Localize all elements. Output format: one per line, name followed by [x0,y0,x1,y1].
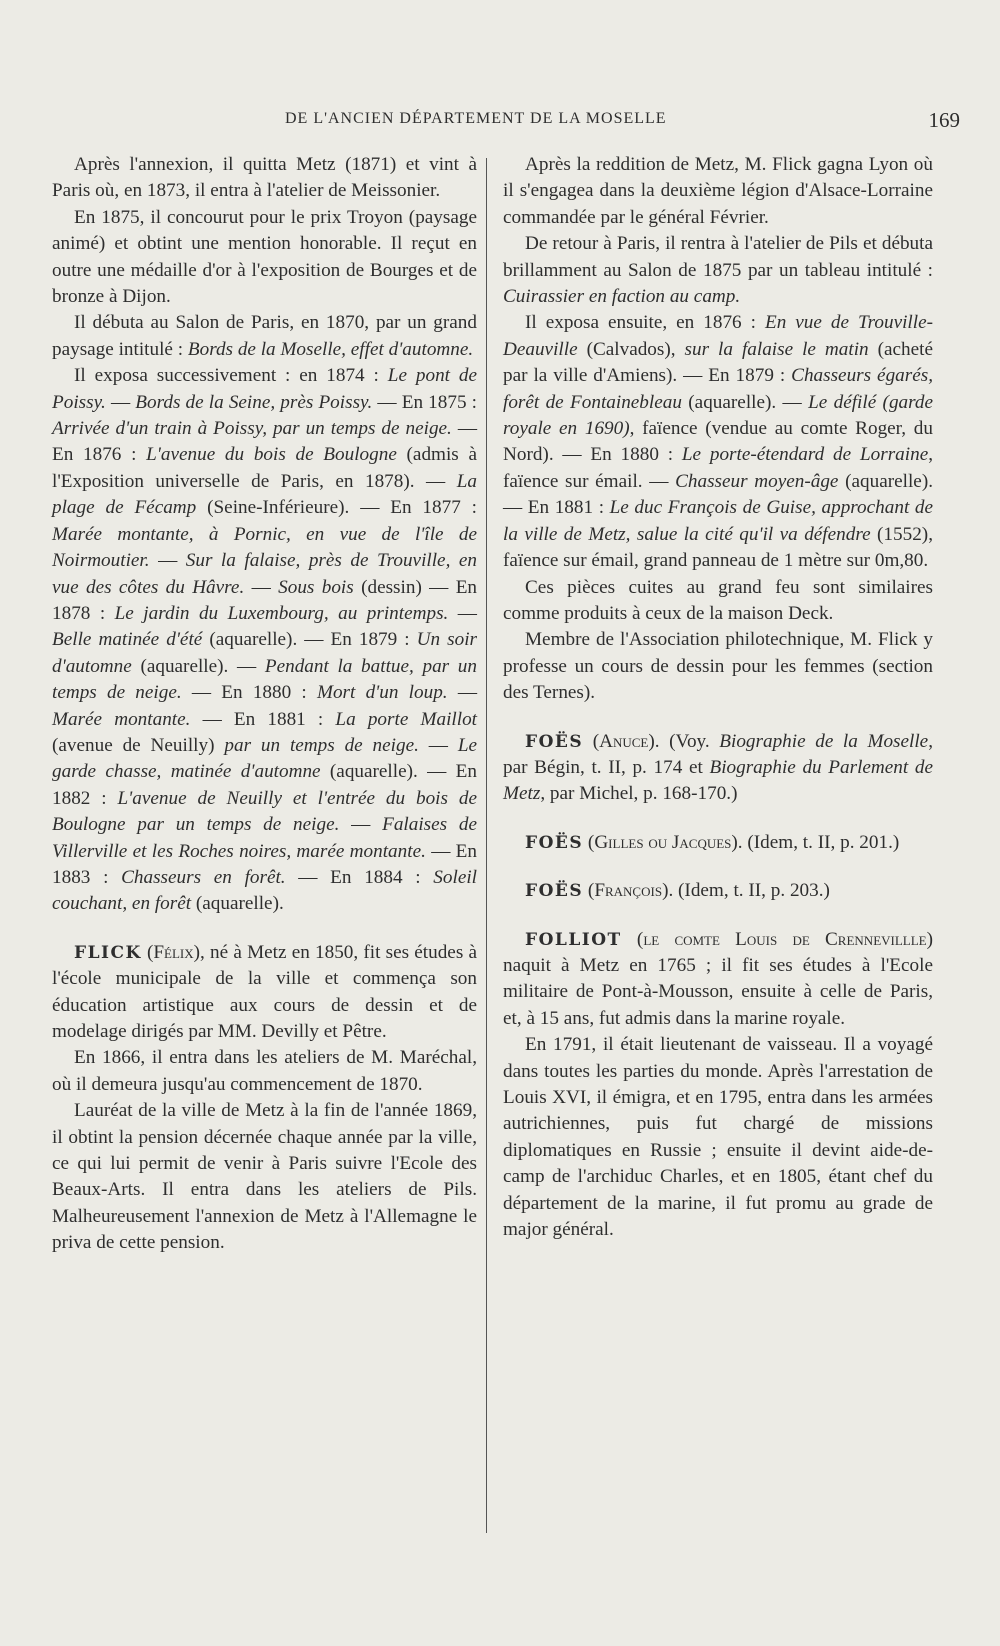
text-run: — En 1883 : [52,840,477,888]
entry-text: . (Idem, t. II, p. 201.) [737,831,900,853]
paragraph: Lauréat de la ville de Metz à la fin de l'année 1869, il obtint la pension décernée chaque année par la ville, ce qui lui permit de venir à Paris suivre l'Ecole des Beaux-Arts. Il entra dans les ateliers de Pils. Malheureusement l'annexion de Metz à l'Allemagne le priva de cette pension. [52,1100,477,1254]
running-header [60,110,960,138]
entry-given-name: Gilles ou Jacques [594,831,732,853]
running-title: DE L'ANCIEN DÉPARTEMENT DE LA MOSELLE [285,110,667,127]
work-title: Sur la falaise, près de Trouville, en vue des côtes du Hâvre. [52,550,477,598]
work-title: Le défilé (garde royale en 1690) [503,391,933,440]
work-title: Biographie du Parlement de Metz [503,756,934,805]
entry-foes-francois: FOËS (François). (Idem, t. II, p. 203.) [525,880,830,902]
work-title: sur la falaise le matin [684,338,869,360]
paragraph: En 1875, il concourut pour le prix Troyon (paysage animé) et obtint une mention honorable. Il reçut en outre une médaille d'or à l'exposition de Bourges et de bronze à Dijon. [52,206,477,308]
entry-flick: FLICK (Félix), né à Metz en 1850, fit ses études à l'école municipale de la ville et commença son éducation artistique aux cours de dessin et de modelage dirigés par MM. Devilly et Pêtre. [52,941,478,1042]
text-run: , par Bégin, t. II, p. 174 et [503,730,933,778]
text-run: (avenue de Neuilly) [52,734,225,756]
text-run: De retour à Paris, il rentra à l'atelier de Pils et débuta brillamment au Salon de 1875 par un tableau intitulé : [503,233,933,281]
work-title: Marée montante, à Pornic, en vue de l'île de Noirmoutier. [52,523,477,572]
work-title: Le pont de Poissy. [52,365,478,413]
work-title: L'avenue de Neuilly et l'entrée du bois de Boulogne par un temps de neige. [52,787,477,836]
work-title: Mort d'un loup. [316,682,448,704]
paragraph: En 1866, il entra dans les ateliers de M. Maréchal, où il demeura jusqu'au commencement de 1870. [52,1047,477,1095]
text-run: — [448,602,477,624]
work-title: Belle matinée d'été [52,629,203,651]
entry-given-name: François [594,880,663,902]
text-run: Il débuta au Salon de Paris, en 1870, par un grand paysage intitulé : [52,312,477,360]
work-title: par un temps de neige. [224,734,419,756]
entry-foes-anuce: FOËS (Anuce). (Voy. Biographie de la Moselle, par Bégin, t. II, p. 174 et Biographie du Parlement de Metz, par Michel, p. 168-170.) [503,730,934,805]
work-title: En vue de Trouville-Deauville [503,312,933,360]
paragraph: Ces pièces cuites au grand feu sont similaires comme produits à ceux de la maison Deck. [503,576,933,624]
text-run: (aquarelle). — [131,655,265,677]
entry-surname: FOËS [525,832,584,853]
entry-text: naquit à Metz en 1765 ; il fit ses études à l'Ecole militaire de Pont-à-Mousson, ensuite à celle de Paris, et, à 15 ans, fut admis dans la marine royale. [503,954,933,1029]
entry-surname: FLICK [74,942,142,963]
text-run: (Calvados), [577,338,685,360]
paragraph: Après l'annexion, il quitta Metz (1871) et vint à Paris où, en 1873, il entra à l'atelier de Meissonier. [52,154,477,202]
work-title: Chasseurs en forêt. [121,866,286,888]
text-run: (dessin) — En 1878 : [52,576,478,624]
text-run: — En 1881 : [190,708,336,730]
paragraph [52,363,477,918]
text-run: — En 1876 : [52,418,478,466]
work-title: Chasseur moyen-âge [675,470,839,492]
work-title: Falaises de Villerville et les Roches noires, marée montante. [52,814,477,862]
work-title: Bords de la Moselle, effet d'automne. [187,338,474,360]
text-run: , faïence sur émail. — [503,444,934,492]
entry-surname: FOËS [525,881,584,902]
text-run: (aquarelle). — En 1879 : [202,629,417,651]
text-run: , faïence (vendue au comte Roger, du Nord). — En 1880 : [503,418,933,466]
text-run: (admis à l'Exposition universelle de Paris, en 1878). — [52,444,477,492]
work-title: Le porte-étendard de Lorraine [681,444,929,466]
work-title: Pendant la battue, par un temps de neige. [52,655,477,704]
entry-foes-gilles: FOËS (Gilles ou Jacques). (Idem, t. II, p. 201.) [525,831,900,853]
text-run: — [244,576,279,598]
text-run: — En 1880 : [181,682,317,704]
entry-surname: FOLLIOT [525,929,622,950]
left-column [52,152,477,1257]
paragraph: Après la reddition de Metz, M. Flick gagna Lyon où il s'engagea dans la deuxième légion d'Alsace-Lorraine commandée par le général Février. [503,154,933,228]
paragraph [503,231,933,310]
work-title: L'avenue du bois de Boulogne [146,444,397,466]
entry-given-name: le comte Louis de Crennevillle [643,928,927,950]
work-title: Le garde chasse, matinée d'automne [52,734,478,783]
paragraph [52,310,477,363]
column-divider [486,158,487,1533]
text-run: Il exposa successivement : en 1874 : [74,365,388,387]
text-run: (aquarelle). — En 1881 : [503,470,934,519]
text-run: — [418,734,458,756]
text-run: (aquarelle). [191,893,284,915]
text-run: — [339,814,383,836]
text-run: (aquarelle). — [681,391,809,413]
work-title: Le jardin du Luxembourg, au printemps. [114,602,449,624]
text-run: Il exposa ensuite, en 1876 : [525,312,765,334]
entry-surname: FOËS [525,731,584,752]
work-title: Sous bois [278,576,354,598]
text-run: (1552), faïence sur émail, grand panneau de 1 mètre sur 0m,80. [503,523,933,572]
text-run: . (Voy. [654,730,720,752]
text-run: — [447,682,477,704]
entry-given-name: Félix [153,941,194,963]
work-title: Cuirassier en faction au camp. [503,286,741,308]
paragraph [503,310,933,574]
text-run: — En 1875 : [372,391,477,413]
text-run: (acheté par la ville d'Amiens). — En 1879 : [503,338,933,387]
paragraph: En 1791, il était lieutenant de vaisseau. Il a voyagé dans toutes les parties du monde. Après l'arrestation de Louis XVI, il émigra, et en 1795, entra dans les armées autrichiennes, puis fut chargé de missions diplomatiques en Russie ; ensuite il devint aide-de-camp de l'archiduc Charles, et en 1805, étant chef du département de la marine, il fut promu au grade de major général. [503,1034,933,1241]
work-title: Bords de la Seine, près Poissy. [135,391,373,413]
work-title: La porte Maillot [335,708,477,730]
work-title: Un soir d'automne [52,629,478,677]
entry-text: né à Metz en 1850, fit ses études à l'école municipale de la ville et commença son éducation artistique aux cours de dessin et de modelage dirigés par MM. Devilly et Pêtre. [52,941,478,1042]
work-title: Soleil couchant, en forêt [52,866,477,915]
paragraph: Membre de l'Association philotechnique, M. Flick y professe un cours de dessin pour les femmes (section des Ternes). [503,629,933,704]
right-column [503,152,933,1243]
text-run: (Seine-Inférieure). — En 1877 : [196,497,477,519]
text-run: — [105,391,136,413]
entry-text: . (Idem, t. II, p. 203.) [668,880,830,902]
work-title: Marée montante. [52,708,191,730]
page-number: 169 [928,108,960,132]
text-run: — En 1884 : [285,866,434,888]
work-title: Le duc François de Guise, approchant de la ville de Metz, salue la cité qu'il va défendre [503,497,933,545]
work-title: Chasseurs égarés, forêt de Fontainebleau [503,365,933,413]
entry-folliot: FOLLIOT (le comte Louis de Crennevillle) naquit à Metz en 1765 ; il fit ses études à l'Ecole militaire de Pont-à-Mousson, ensuite à celle de Paris, et, à 15 ans, fut admis dans la marine royale. [503,928,934,1029]
text-run: (aquarelle). — En 1882 : [52,761,477,809]
text-run: , par Michel, p. 168-170.) [540,783,738,805]
text-run: — [149,550,186,572]
work-title: Biographie de la Moselle [719,730,929,752]
entry-given-name: Anuce [599,730,649,752]
work-title: La plage de Fécamp [52,470,477,519]
work-title: Arrivée d'un train à Poissy, par un temps de neige. [52,418,452,440]
